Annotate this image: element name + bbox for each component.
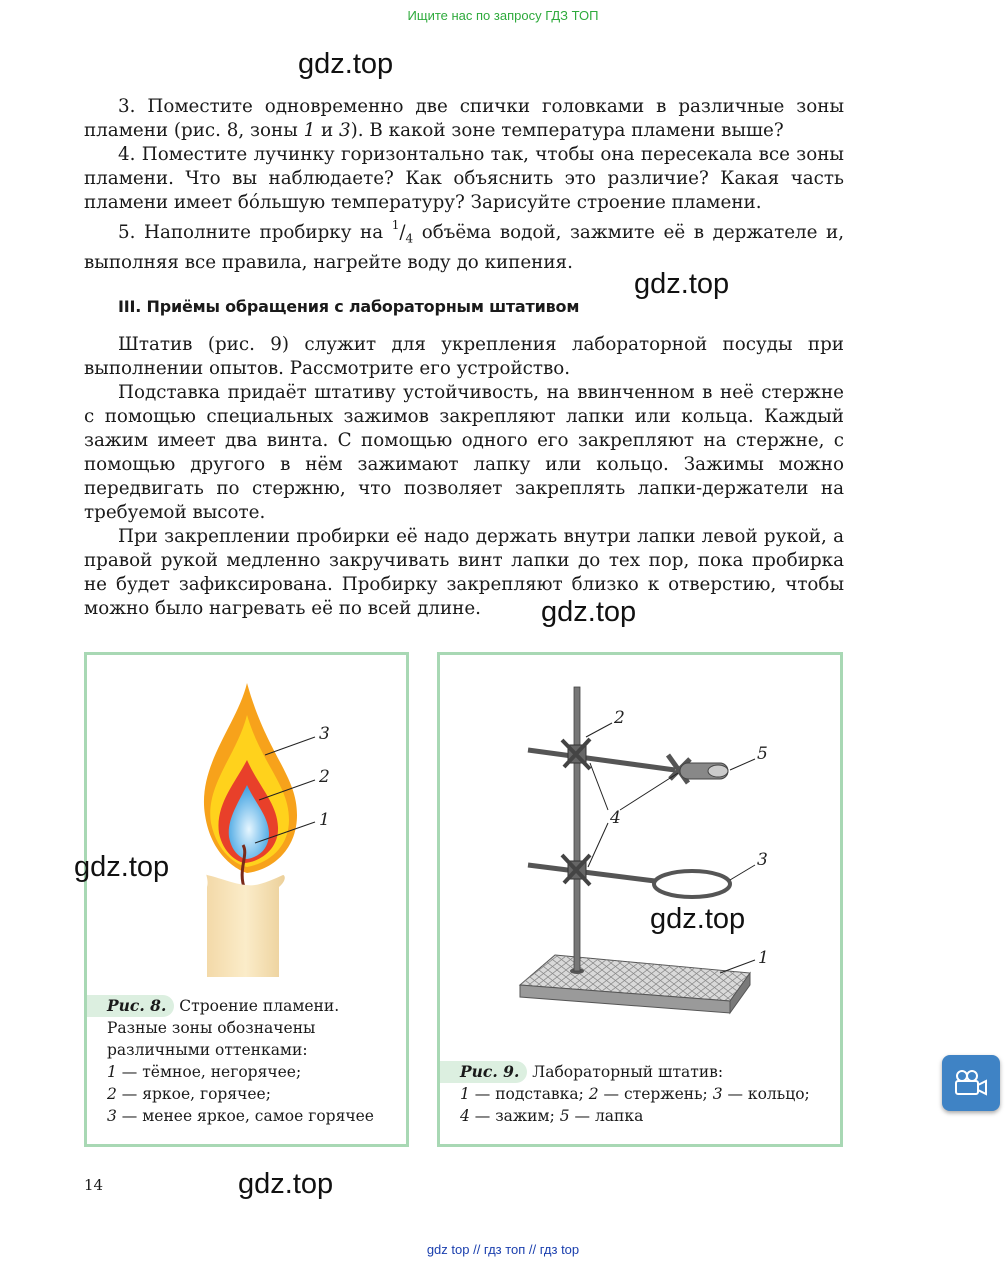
watermark: gdz.top: [541, 596, 637, 628]
exercise-text: [84, 95, 844, 275]
paragraph: При закреплении пробирки её надо держать внутри лапки левой рукой, а правой рукой медленно закручивать винт лапки до тех пор, пока пробирка не будет зафиксирована. Пробирку закрепляют близко к отверстию, чтобы можно было нагревать её по всей длине.: [84, 526, 844, 619]
paragraph: 4. Поместите лучинку горизонтально так, чтобы она пересекала все зоны пламени. Что вы наблюдаете? Как объяснить это различие? Какая часть пламени имеет бо́льшую температуру? Зарисуйте строение пламени.: [84, 144, 844, 213]
top-banner[interactable]: Ищите нас по запросу ГДЗ ТОП: [407, 8, 599, 23]
lab-stand-illustration: [440, 655, 840, 1060]
flame-label-2: 2: [319, 767, 330, 787]
stand-label-1: 1: [758, 948, 769, 968]
watermark: gdz.top: [238, 1168, 334, 1200]
figure-8-frame: [84, 652, 409, 1147]
watermark: gdz.top: [650, 903, 746, 935]
stand-label-2: 2: [614, 708, 625, 728]
figure-tag: Рис. 9.: [440, 1061, 527, 1083]
stand-label-3: 3: [757, 850, 768, 870]
video-button[interactable]: [942, 1055, 1000, 1111]
page-number: 14: [84, 1176, 104, 1194]
watermark: gdz.top: [298, 48, 394, 80]
watermark: gdz.top: [634, 268, 730, 300]
paragraph: Штатив (рис. 9) служит для укрепления лабораторной посуды при выполнении опытов. Рассмотрите его устройство.: [84, 334, 844, 379]
section-heading: III. Приёмы обращения с лабораторным штативом: [118, 297, 580, 316]
candle-flame-illustration: [87, 655, 406, 995]
figure-9-caption: Рис. 9. Лабораторный штатив: 1 — подставка; 2 — стержень; 3 — кольцо; 4 — зажим; 5 — лапка: [460, 1061, 840, 1127]
stand-label-5: 5: [757, 744, 768, 764]
paragraph: 5. Наполните пробирку на $^1/_4$ объёма водой, зажмите её в держателе и, выполняя все правила, нагрейте воду до кипения.: [84, 218, 845, 273]
paragraph: 3. Поместите одновременно две спички головками в различные зоны пламени (рис. 8, зоны 1 и 3). В какой зоне температура пламени выше?: [84, 96, 844, 141]
figure-9-frame: [437, 652, 843, 1147]
stand-label-4: 4: [610, 808, 621, 828]
footer-links[interactable]: gdz top // гдз топ // гдз top: [426, 1242, 580, 1257]
fraction: $^1/_4$: [391, 218, 414, 246]
figure-8-caption: Рис. 8. Строение пламени. Разные зоны обозначены различными оттенками: 1 — тёмное, негорячее; 2 — яркое, горячее; 3 — менее яркое, самое горячее: [107, 995, 402, 1127]
watermark: gdz.top: [74, 851, 170, 883]
flame-label-1: 1: [319, 810, 330, 830]
flame-label-3: 3: [319, 724, 330, 744]
body-text: [84, 333, 844, 621]
paragraph: Подставка придаёт штативу устойчивость, на ввинченном в неё стержне с помощью специальных зажимов закрепляют лапки или кольца. Каждый зажим имеет два винта. С помощью одного его закрепляют на стержне, с помощью другого в нём зажимают лапку или кольцо. Зажимы можно передвигать по стержню, что позволяет закреплять лапки-держатели на требуемой высоте.: [84, 382, 844, 523]
figure-tag: Рис. 8.: [87, 995, 174, 1017]
video-camera-icon: [954, 1069, 988, 1097]
